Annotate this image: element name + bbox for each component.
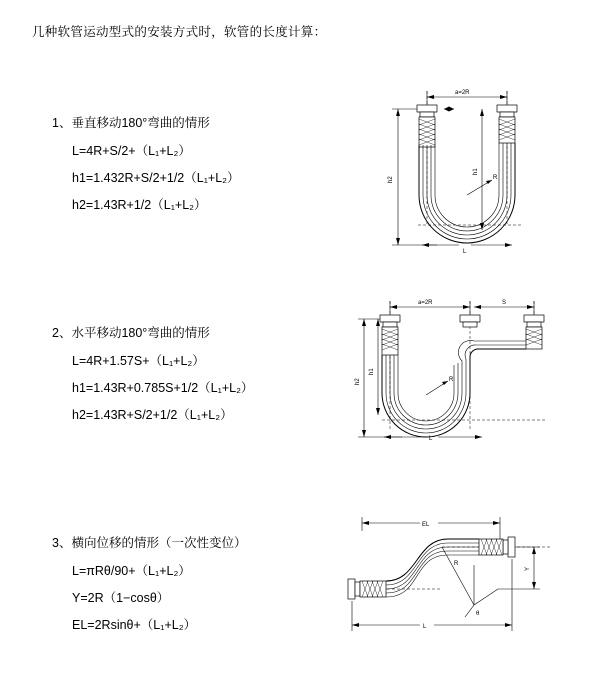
section-3-index: 3、 [52,536,72,550]
section-2-text [52,323,302,432]
section-3-formula-3: EL=2Rsinθ+（L₁+L₂） [72,618,197,632]
section-3-formula-1: L=πRθ/90+（L₁+L₂） [72,564,191,578]
section-1-heading [52,113,302,131]
section-1-title: 垂直移动180°弯曲的情形 [71,116,210,130]
dim-left-label: h2 [388,176,394,183]
radius-label: R [454,561,459,567]
vertical-180-bend-diagram [322,75,592,265]
section-2-index: 2、 [52,326,72,340]
section-3-formula-2: Y=2R（1−cosθ） [72,591,170,605]
dim-right-label: h1 [473,168,479,175]
dim-right-label: Y [525,566,531,571]
section-2-title: 水平移动180°弯曲的情形 [71,326,210,340]
section-3-heading [52,533,302,551]
dim-left-label: h2 [355,378,361,385]
section-2-formula-2: h1=1.43R+0.785S+1/2（L₁+L₂） [72,381,254,395]
page-title: 几种软管运动型式的安装方式时，软管的长度计算： [32,25,327,39]
section-3-title: 横向位移的情形（一次性变位） [71,536,247,550]
section-2-formula-1: L=4R+1.57S+（L₁+L₂） [72,354,205,368]
radius-label: R [449,377,454,383]
section-1-formula-1: L=4R+S/2+（L₁+L₂） [72,144,191,158]
section-1-index: 1、 [52,116,72,130]
length-label: L [463,249,467,255]
dim-top-label: a=2R [418,300,433,306]
dim-top2-label: S [502,300,507,306]
section-2-heading [52,323,302,341]
dim-top-label: EL [422,522,430,528]
dim-top-label: a=2R [455,90,470,96]
section-1-formula-3: h2=1.43R+1/2（L₁+L₂） [72,198,207,212]
section-1-text [52,113,302,222]
length-label: L [429,436,433,442]
radius-label: R [493,175,498,181]
horizontal-180-bend-diagram [322,285,592,470]
lateral-offset-diagram [322,505,592,645]
section-1-formula-2: h1=1.432R+S/2+1/2（L₁+L₂） [72,171,240,185]
theta-label: θ [476,611,480,617]
section-2-formula-3: h2=1.43R+S/2+1/2（L₁+L₂） [72,408,233,422]
dim-right-label: h1 [369,368,375,375]
length-label: L [423,624,427,630]
section-3-text [52,533,302,642]
